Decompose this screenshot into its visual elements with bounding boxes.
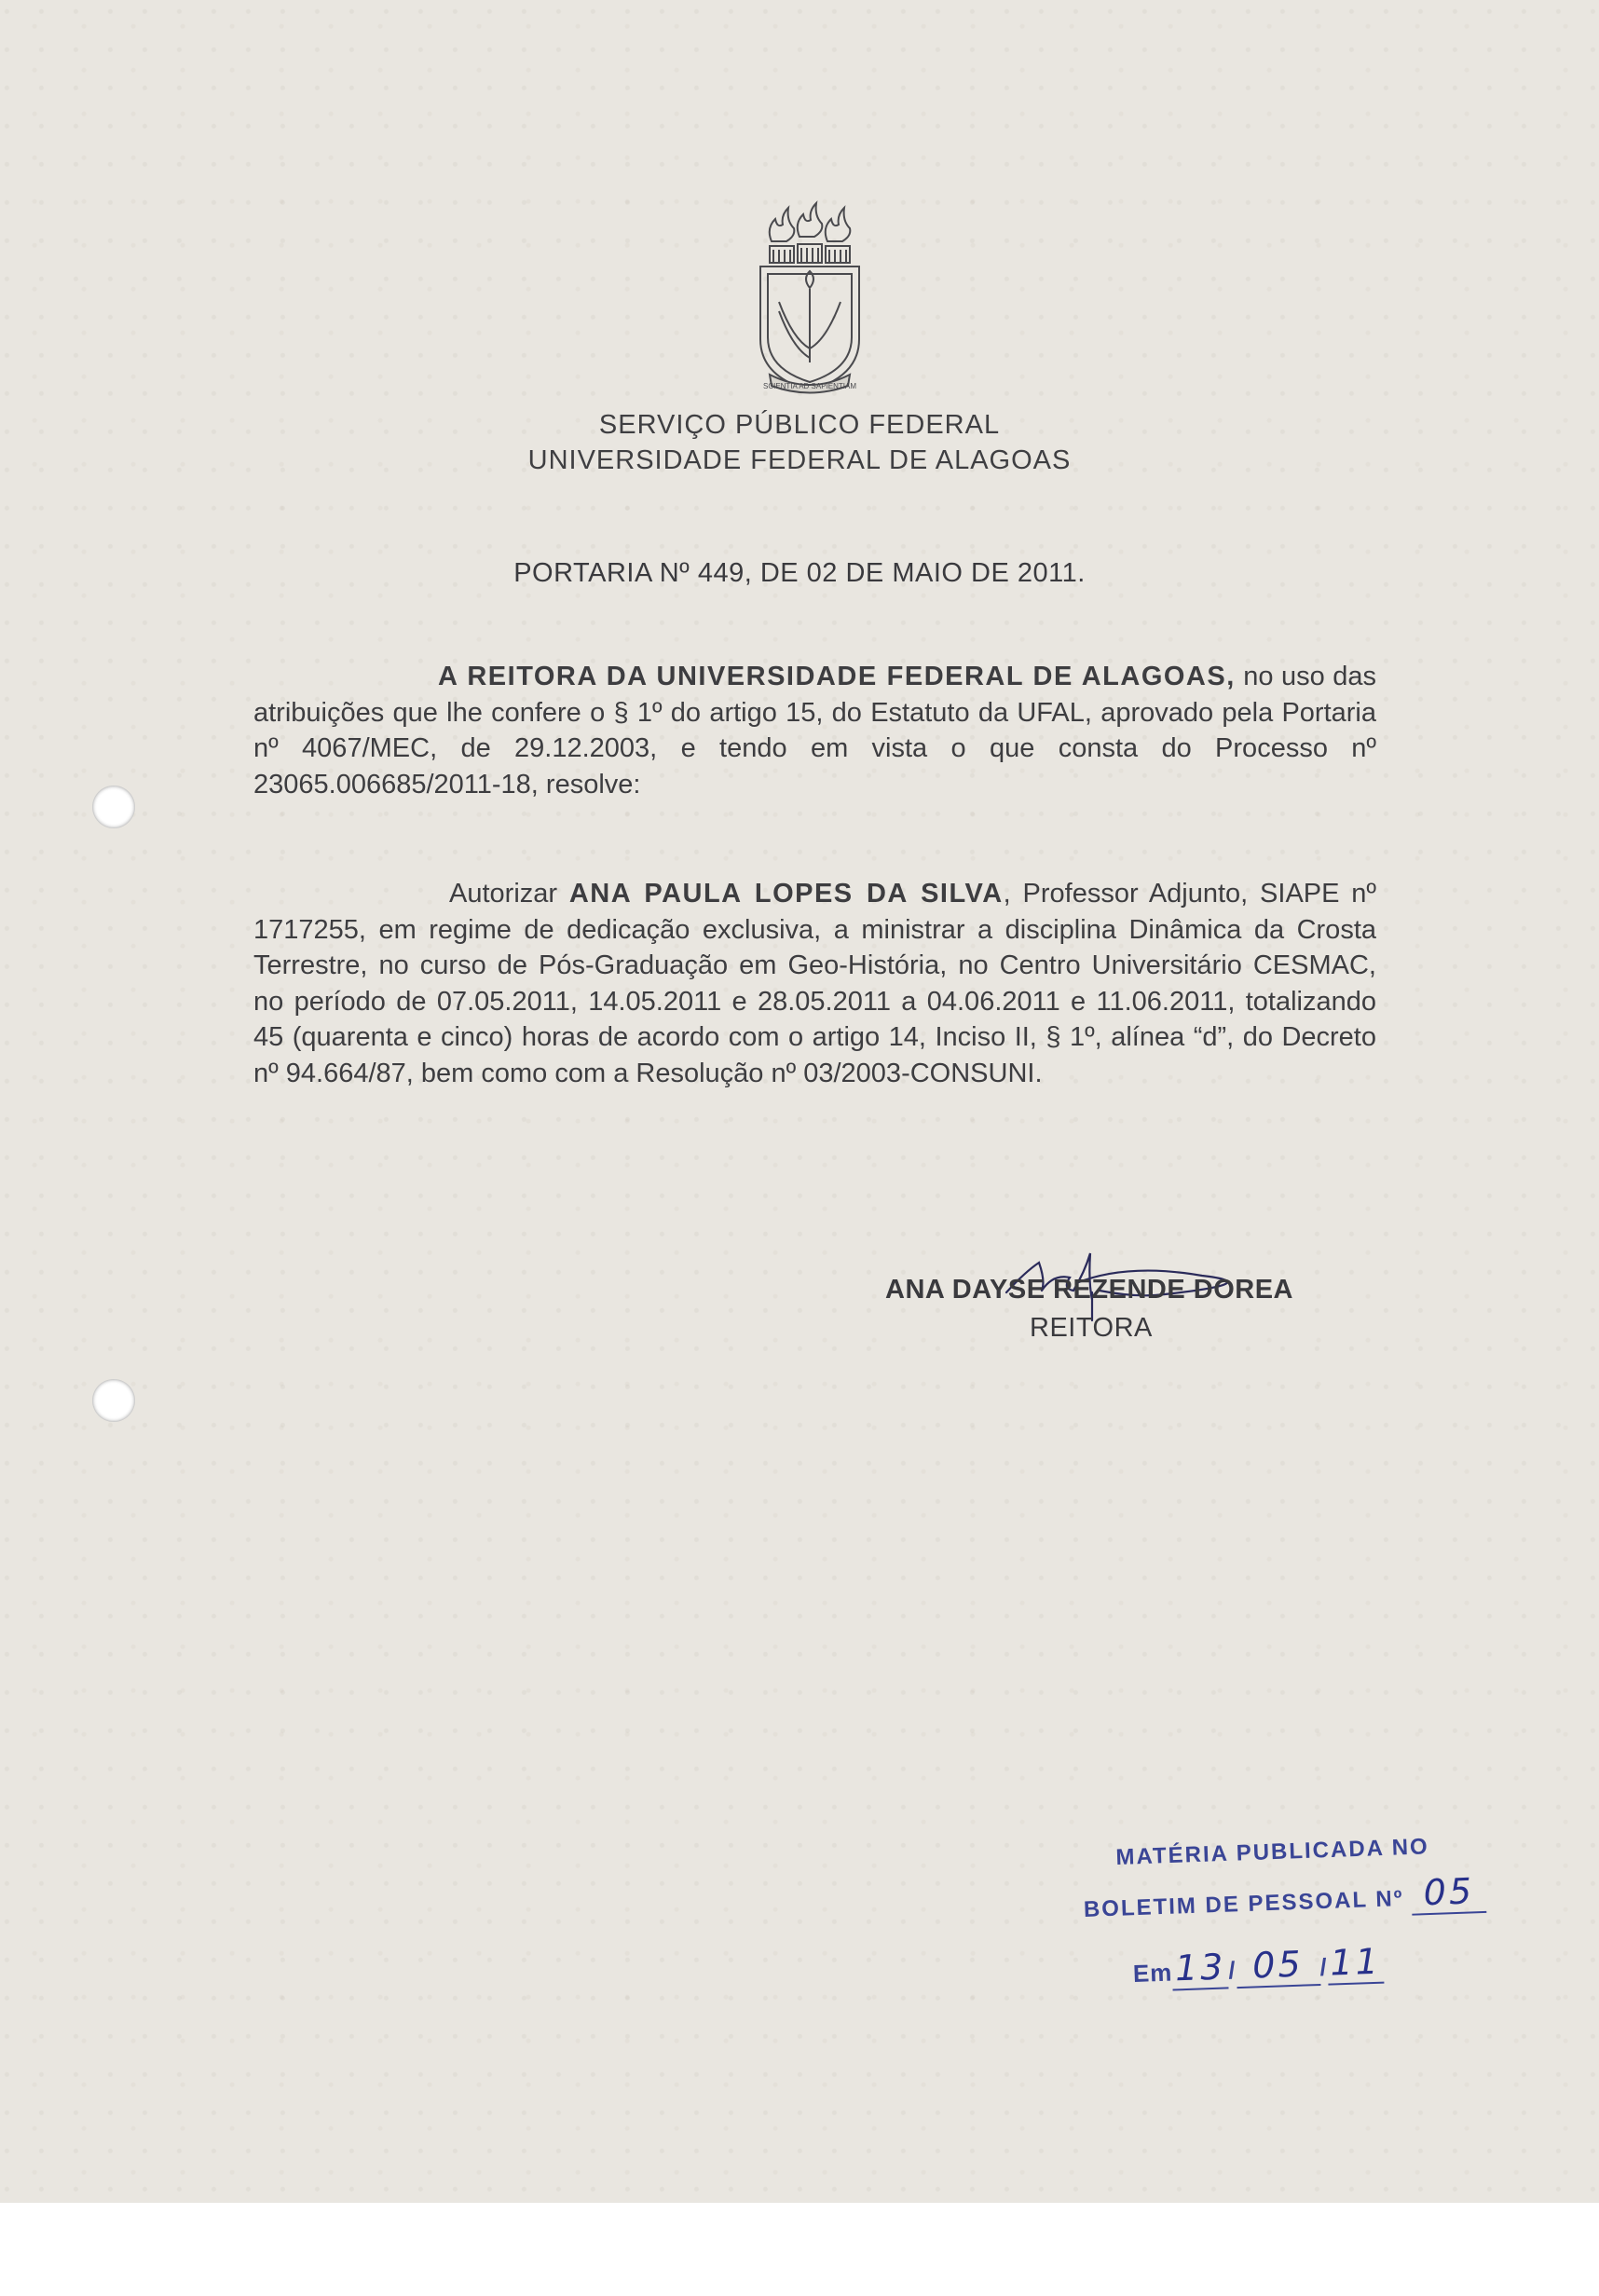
preamble-lead: A REITORA DA UNIVERSIDADE FEDERAL DE ALAGOAS, bbox=[438, 662, 1236, 691]
svg-text:SCIENTIA AD SAPIENTIAM: SCIENTIA AD SAPIENTIAM bbox=[762, 382, 857, 390]
resolution-lead: Autorizar bbox=[449, 879, 569, 909]
header-line-1: SERVIÇO PÚBLICO FEDERAL bbox=[598, 410, 1001, 440]
stamp-month: 05 bbox=[1236, 1943, 1321, 1988]
stamp-line-3: Em13/ 05 /11 bbox=[1132, 1941, 1384, 1992]
document-title: PORTARIA Nº 449, DE 02 DE MAIO DE 2011. bbox=[513, 558, 1086, 588]
stamp-date-label: Em bbox=[1132, 1958, 1173, 1988]
scan-margin bbox=[0, 2203, 1599, 2296]
stamp-day: 13 bbox=[1171, 1946, 1229, 1990]
header-line-2: UNIVERSIDADE FEDERAL DE ALAGOAS bbox=[527, 445, 1072, 475]
paragraph-resolution bbox=[253, 876, 1376, 1091]
stamp-line-2 bbox=[1083, 1870, 1487, 1927]
signatory-name: ANA DAYSE REZENDE DOREA bbox=[885, 1275, 1293, 1305]
stamp-line-1: MATÉRIA PUBLICADA NO bbox=[1115, 1834, 1430, 1870]
stamp-year: 11 bbox=[1327, 1941, 1385, 1986]
university-crest-icon bbox=[751, 199, 868, 400]
paragraph-preamble bbox=[253, 659, 1376, 802]
resolution-text: , Professor Adjunto, SIAPE nº 1717255, em regime de dedicação exclusiva, a ministrar a disciplina Dinâmica da Crosta Terrestre, no curso de Pós-Graduação em Geo-História, no Centro Universitário CESMAC, no período de 07.05.2011, 14.05.2011 e 28.05.2011 a 04.06.2011 e 11.06.2011, totalizando 45 (quarenta e cinco) horas de acordo com o artigo 14, Inciso II, § 1º, alínea “d”, do Decreto nº 94.664/87, bem como com a Resolução nº 03/2003-CONSUNI. bbox=[253, 879, 1376, 1088]
stamp-bulletin-label: BOLETIM DE PESSOAL Nº bbox=[1083, 1885, 1404, 1922]
stamp-bulletin-number: 05 bbox=[1411, 1870, 1487, 1916]
signatory-role: REITORA bbox=[1030, 1313, 1153, 1343]
preamble-text: no uso das atribuições que lhe confere o § 1º do artigo 15, do Estatuto da UFAL, aprovado pela Portaria nº 4067/MEC, de 29.12.2003, e tendo em vista o que consta do Processo nº 23065.006685/2011-18, resolve: bbox=[253, 662, 1376, 800]
punch-hole bbox=[92, 786, 135, 828]
resolution-name: ANA PAULA LOPES DA SILVA bbox=[568, 879, 1004, 909]
punch-hole bbox=[92, 1379, 135, 1422]
